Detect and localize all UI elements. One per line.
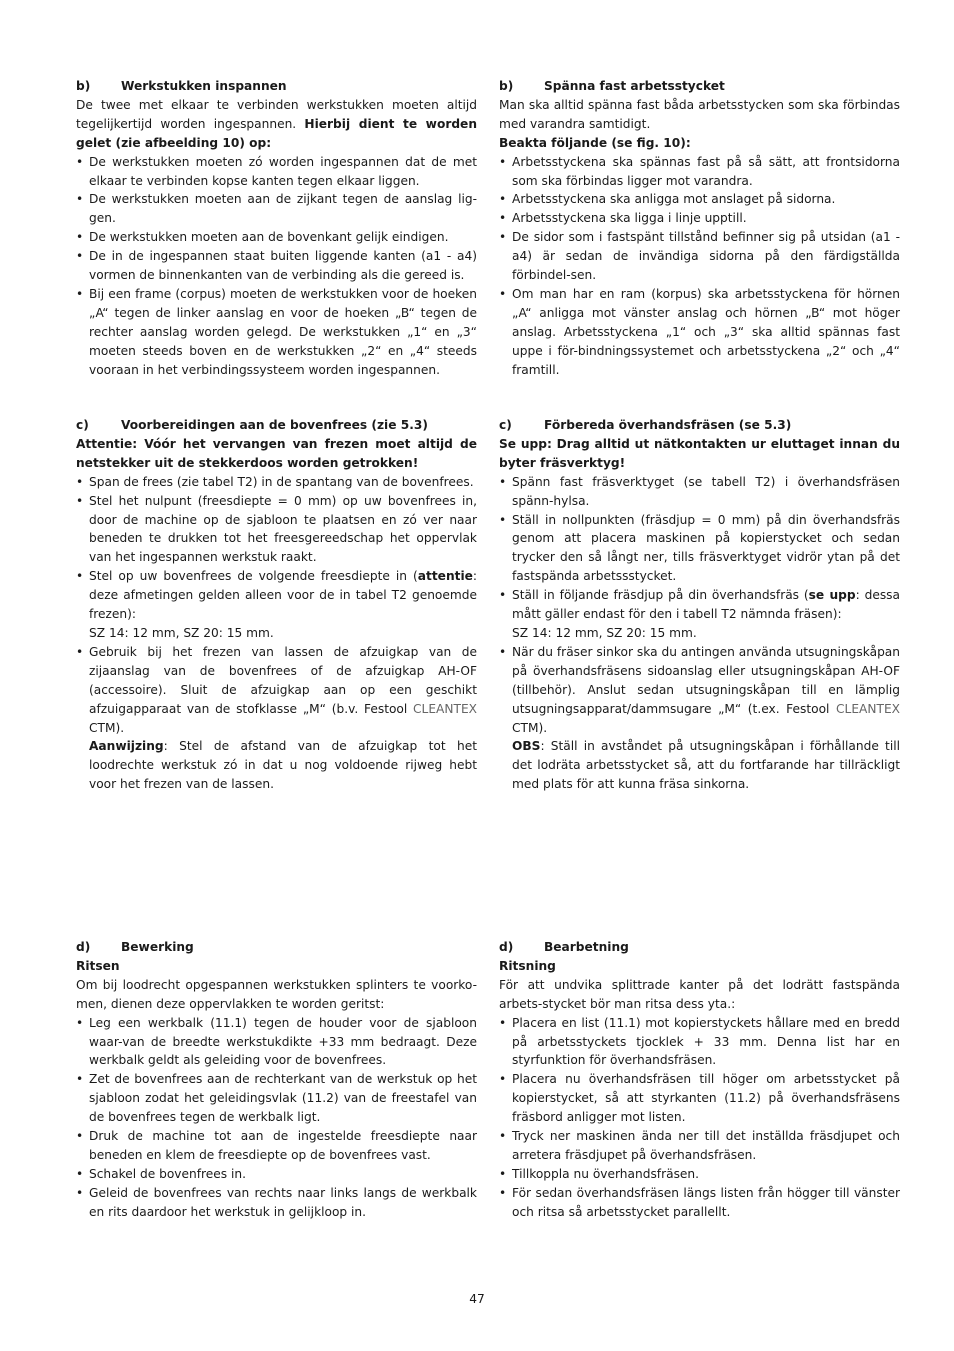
nl-d-list: [76, 1014, 477, 1222]
nl-c-warning: Attentie: Vóór het vervangen van frezen moet altijd de netstekker uit de stekkerdoos worden getrokken!: [76, 436, 477, 470]
nl-b-heading: b) Werkstukken inspannen: [76, 79, 287, 93]
nl-b-intro: De twee met elkaar te verbinden werkstukken moeten altijd tegelijkertijd worden ingespannen. Hierbij dient te worden gelet (zie afbeelding 10) op:: [76, 97, 477, 150]
sv-b-intro: Man ska alltid spänna fast båda arbetsstycken som ska förbindas med varandra samtidigt.: [499, 97, 900, 131]
list-item: • Arbetsstyckena ska spännas fast på så sätt, att frontsidorna som ska förbindas ligger mot varandra.: [499, 153, 900, 191]
list-item: • Placera nu överhandsfräsen till höger om arbetsstycket på kopierstycket, så att styrkanten (11.2) på överhandsfräsens fräsbord anligger mot listen.: [499, 1070, 900, 1127]
sv-c-warning: Se upp: Drag alltid ut nätkontakten ur eluttaget innan du byter fräsverktyg!: [499, 436, 900, 470]
sv-d-list: [499, 1014, 900, 1222]
sv-section-d: [499, 938, 900, 1222]
list-item: • När du fräser sinkor ska du antingen använda utsugningskåpan på överhandsfräsens sidoanslag eller utsugningskåpan AH-OF (tillbehör). Anslut sedan utsugningskåpan till en lämplig utsugningsapparat/dammsugare „M“ (t.ex. Festool CLEANTEX CTM).: [499, 643, 900, 738]
nl-section-c: [76, 416, 477, 794]
list-item: • De werkstukken moeten aan de bovenkant gelijk eindigen.: [76, 228, 477, 247]
sv-d-intro: För att undvika splittrade kanter på det lodrätt fastspända arbets-stycket bör man ritsa dess yta.:: [499, 977, 900, 1011]
list-item: • Druk de machine tot aan de ingestelde freesdiepte naar beneden en klem de freesdiepte op de bovenfrees vast.: [76, 1127, 477, 1165]
sv-c-list: [499, 473, 900, 738]
nl-d-subheading: Ritsen: [76, 958, 120, 973]
list-item: • Ställ in nollpunkten (fräsdjup = 0 mm) på din överhandsfräs genom att placera maskinen på kopierstycket och sedan trycker den så långt ner, tills fräsverktyget vidrör ytan på det fastspända arbetssstycket.: [499, 511, 900, 587]
nl-c-list: [76, 473, 477, 738]
nl-d-heading: d) Bewerking: [76, 940, 194, 954]
list-item: • Schakel de bovenfrees in.: [76, 1165, 477, 1184]
list-item: • Stel het nulpunt (freesdiepte = 0 mm) op uw bovenfrees in, door de machine op de sjabloon te plaatsen en zó ver naar beneden te drukken tot het freesgereedschap het oppervlak van het ingespannen werkstuk raakt.: [76, 492, 477, 568]
list-item: • Bij een frame (corpus) moeten de werkstukken voor de hoeken „A“ tegen de linker aanslag en voor de hoeken „B“ tegen de rechter aanslag worden gelegd. De werkstukken „1“ en „3“ moeten steeds boven en de werkstukken „2“ en „4“ steeds vooraan in het verbindingssysteem worden ingespannen.: [76, 285, 477, 380]
list-item: • Gebruik bij het frezen van lassen de afzuigkap van de zijaanslag van de bovenfrees of de afzuigkap AH-OF (accessoire). Sluit de afzuigkap aan op een geschikt afzuigapparaat van de stofklasse „M“ (b.v. Festool CLEANTEX CTM).: [76, 643, 477, 738]
list-item: • Om man har en ram (korpus) ska arbetsstyckena för hörnen „A“ anligga mot vänster anslag och hörnen „B“ mot höger anslag. Arbetsstyckena „1“ och „3“ ska alltid spännas fast uppe i för-bindningssystemet och arbetsstyckena „2“ och „4“ framtill.: [499, 285, 900, 380]
sv-c-tip: OBS: Ställ in avståndet på utsugningskåpan i förhållande till det lodräta arbetsstycket så, att du fortfarande har tillräckligt med plats för att kunna fräsa sinkorna.: [512, 739, 900, 792]
sv-c-heading: c) Förbereda överhandsfräsen (se 5.3): [499, 418, 792, 432]
sv-b-list: [499, 153, 900, 380]
list-item: • Leg een werkbalk (11.1) tegen de houder voor de sjabloon waar-van de breedte werkstukdikte +33 mm bedraagt. Deze werkbalk geldt als geleiding voor de bovenfrees.: [76, 1014, 477, 1071]
list-item: • Stel op uw bovenfrees de volgende freesdiepte in (attentie: deze afmetingen gelden alleen voor de in tabel T2 genoemde frezen): SZ 14: 12 mm, SZ 20: 15 mm.: [76, 567, 477, 643]
sv-section-c: [499, 416, 900, 794]
list-item: • Placera en list (11.1) mot kopierstyckets hållare med en bredd på arbetsstyckets tjocklek + 33 mm. Denna list har en styrfunktion för överhandsfräsen.: [499, 1014, 900, 1071]
list-item: • För sedan överhandsfräsen längs listen från högger till vänster och ritsa så arbetsstycket parallellt.: [499, 1184, 900, 1222]
list-item: • Arbetsstyckena ska anligga mot anslaget på sidorna.: [499, 190, 900, 209]
list-item: • Tillkoppla nu överhandsfräsen.: [499, 1165, 900, 1184]
list-item: • Ställ in följande fräsdjup på din överhandsfräs (se upp: dessa mått gäller endast för den i tabell T2 nämnda fräsen): SZ 14: 12 mm, SZ 20: 15 mm.: [499, 586, 900, 643]
list-item: • Tryck ner maskinen ända ner till det inställda fräsdjupet och arretera fräsdjupet på överhandsfräsen.: [499, 1127, 900, 1165]
sv-section-b: [499, 77, 900, 380]
sv-d-heading: d) Bearbetning: [499, 940, 629, 954]
list-item: • Spänn fast fräsverktyget (se tabell T2) i överhandsfräsen spänn-hylsa.: [499, 473, 900, 511]
list-item: • Zet de bovenfrees aan de rechterkant van de werkstuk op het sjabloon zodat het geleidingsvlak (11.2) van de freestafel van de bovenfrees tegen de werkbalk ligt.: [76, 1070, 477, 1127]
brand-name: CLEANTEX: [413, 701, 477, 716]
brand-name: CLEANTEX: [836, 701, 900, 716]
list-item: • Arbetsstyckena ska ligga i linje upptill.: [499, 209, 900, 228]
nl-section-d: [76, 938, 477, 1222]
list-item: • De werkstukken moeten aan de zijkant tegen de aanslag lig-gen.: [76, 190, 477, 228]
sv-d-subheading: Ritsning: [499, 958, 556, 973]
list-item: • De sidor som i fastspänt tillstånd befinner sig på utsidan (a1 - a4) är sedan de invändiga sidorna på den färdigställda förbindel-sen.: [499, 228, 900, 285]
nl-b-list: [76, 153, 477, 380]
list-item: • De in de ingespannen staat buiten liggende kanten (a1 - a4) vormen de binnenkanten van de verbinding als die gereed is.: [76, 247, 477, 285]
list-item: • De werkstukken moeten zó worden ingespannen dat de met elkaar te verbinden kopse kanten tegen elkaar liggen.: [76, 153, 477, 191]
list-item: • Span de frees (zie tabel T2) in de spantang van de bovenfrees.: [76, 473, 477, 492]
page-number: 47: [469, 1292, 485, 1306]
list-item: • Geleid de bovenfrees van rechts naar links langs de werkbalk en rits daardoor het werkstuk in gelijkloop in.: [76, 1184, 477, 1222]
sv-b-intro-bold: Beakta följande (se fig. 10):: [499, 135, 691, 150]
sv-b-heading: b) Spänna fast arbetsstycket: [499, 79, 725, 93]
nl-c-heading: c) Voorbereidingen aan de bovenfrees (zie 5.3): [76, 418, 428, 432]
nl-d-intro: Om bij loodrecht opgespannen werkstukken splinters te voorko-men, dienen deze oppervlakken te worden geritst:: [76, 977, 477, 1011]
nl-section-b: [76, 77, 477, 380]
nl-c-tip: Aanwijzing: Stel de afstand van de afzuigkap tot het loodrechte werkstuk zó in dat u nog voldoende rijweg hebt voor het frezen van de lassen.: [89, 739, 477, 792]
